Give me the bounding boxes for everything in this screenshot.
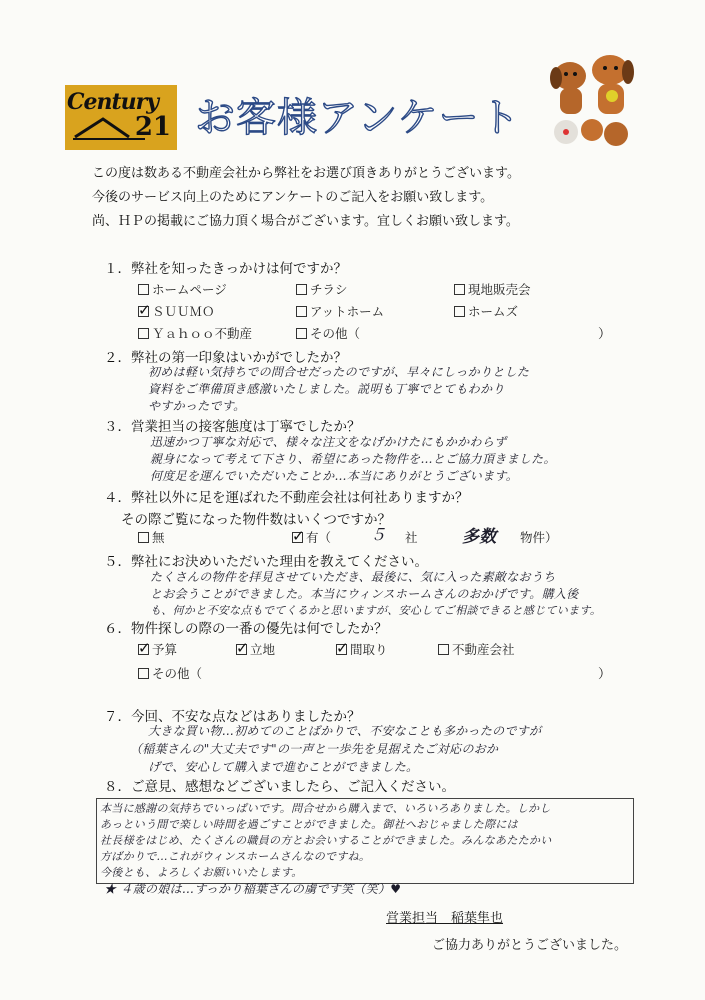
close-paren: ） [598, 667, 612, 682]
q4-option-none[interactable]: 無 [138, 528, 165, 546]
company-unit: 社 [405, 530, 418, 545]
question-3: ３．営業担当の接客態度は丁寧でしたか？ [104, 419, 361, 435]
handwritten-answer: げで、安心して購入まで進むことができました。 [148, 760, 419, 774]
close-paren: ） [598, 327, 612, 342]
q1-option[interactable]: ✓ ＳＵＵＭＯ [138, 301, 215, 319]
question-8: ８．ご意見、感想などございましたら、ご記入ください。 [104, 779, 455, 795]
checkbox[interactable] [438, 644, 449, 655]
q6-option[interactable]: ✓ 予算 [138, 639, 178, 657]
q6-option[interactable]: ✓ 間取り [336, 639, 388, 657]
question-4-sub: その際ご覧になった物件数はいくつですか？ [121, 512, 391, 528]
question-5: ５．弊社にお決めいただいた理由を教えてください。 [104, 554, 428, 570]
handwritten-answer: 親身になって考えて下さり、希望にあった物件を…とご協力頂きました。 [150, 452, 556, 466]
q4-option-yes[interactable]: ✓ 有（ [292, 527, 332, 545]
staff-name: 営業担当 稲葉隼也 [386, 911, 504, 926]
handwritten-answer: 何度足を運んでいただいたことか…本当にありがとうございます。 [150, 469, 519, 483]
handwritten-answer: 資料をご準備頂き感激いたしました。説明も丁寧でとてもわかり [148, 382, 505, 396]
question-2: ２．弊社の第一印象はいかがでしたか？ [104, 350, 347, 366]
checkbox[interactable] [138, 668, 149, 679]
page-title: お客様アンケート [195, 95, 521, 141]
q6-option[interactable]: 不動産会社 [438, 640, 515, 658]
checkbox[interactable] [454, 306, 465, 317]
q6-option[interactable]: ✓ 立地 [236, 639, 276, 657]
question-6: ６．物件探しの際の一番の優先は何でしたか？ [104, 621, 388, 637]
handwritten-answer: 本当に感謝の気持ちでいっぱいです。問合せから購入まで、いろいろありました。しかし [100, 802, 551, 815]
handwritten-answer: 社長様をはじめ、たくさんの職員の方とお会いすることができました。みんなあたたかい [100, 834, 552, 847]
checkbox[interactable] [138, 532, 149, 543]
handwritten-answer: とお会うことができました。本当にウィンスホームさんのおかげです。購入後 [150, 587, 579, 601]
logo-number: 21 [134, 112, 171, 142]
intro-line: この度は数ある不動産会社から弊社をお選び頂きありがとうございます。 [92, 166, 520, 181]
thanks-message: ご協力ありがとうございました。 [432, 938, 628, 953]
checkbox-checked[interactable]: ✓ [138, 301, 151, 319]
question-4: ４．弊社以外に足を運ばれた不動産会社は何社ありますか？ [104, 490, 469, 506]
handwritten-answer: あっという間で楽しい時間を過ごすことができました。御社へおじゃました際には [100, 818, 518, 831]
postscript: ★ ４歳の娘は…すっかり稲葉さんの虜です笑（笑）♥ [104, 882, 402, 896]
property-count: 多数 [462, 527, 497, 547]
q1-option[interactable]: アットホーム [296, 302, 384, 320]
handwritten-answer: 今後とも、よろしくお願いいたします。 [100, 866, 303, 879]
handwritten-answer: 初めは軽い気持ちでの問合せだったのですが、早々にしっかりとした [148, 365, 530, 379]
q6-option[interactable]: その他（ [138, 664, 202, 682]
checkbox[interactable] [296, 328, 307, 339]
q1-option[interactable]: 現地販売会 [454, 280, 531, 298]
company-count: ５ [370, 525, 387, 544]
question-7: ７．今回、不安な点などはありましたか？ [104, 709, 361, 725]
q1-option[interactable]: ホームズ [454, 302, 518, 320]
q1-option[interactable]: チラシ [296, 280, 348, 298]
handwritten-answer: 迅速かつ丁寧な対応で、様々な注文をなげかけたにもかかわらず [150, 435, 507, 449]
checkbox-checked[interactable]: ✓ [236, 639, 249, 657]
handwritten-answer: 大きな買い物…初めてのことばかりで、不安なことも多かったのですが [148, 724, 542, 738]
handwritten-answer: たくさんの物件を拝見させていただき、最後に、気に入った素敵なおうち [150, 570, 556, 584]
property-unit: 物件） [520, 530, 558, 545]
q1-option[interactable]: Ｙａｈｏｏ不動産 [138, 324, 252, 342]
intro-line: 尚、ＨＰの掲載にご協力頂く場合がございます。宜しくお願い致します。 [92, 214, 519, 229]
handwritten-answer: （稲葉さんの"大丈夫です"の一声と一歩先を見据えたご対応のおか [130, 742, 499, 756]
dog-mascot-icon [540, 48, 640, 156]
century21-logo [65, 85, 177, 150]
handwritten-answer: 方ばかりで…これがウィンスホームさんなのですね。 [100, 850, 371, 863]
checkbox[interactable] [138, 284, 149, 295]
q1-option[interactable]: その他（ [296, 324, 360, 342]
logo-text: Century [67, 89, 159, 115]
checkbox-checked[interactable]: ✓ [292, 527, 305, 545]
question-1: １．弊社を知ったきっかけは何ですか？ [104, 261, 347, 277]
checkbox[interactable] [296, 306, 307, 317]
checkbox[interactable] [138, 328, 149, 339]
intro-line: 今後のサービス向上のためにアンケートのご記入をお願い致します。 [92, 190, 494, 205]
handwritten-answer: も、何かと不安な点もでてくるかと思いますが、安心してご相談できると感じています。 [150, 604, 602, 617]
checkbox[interactable] [296, 284, 307, 295]
handwritten-answer: やすかったです。 [148, 399, 246, 413]
checkbox-checked[interactable]: ✓ [138, 639, 151, 657]
q1-option[interactable]: ホームページ [138, 280, 227, 298]
checkbox-checked[interactable]: ✓ [336, 639, 349, 657]
checkbox[interactable] [454, 284, 465, 295]
